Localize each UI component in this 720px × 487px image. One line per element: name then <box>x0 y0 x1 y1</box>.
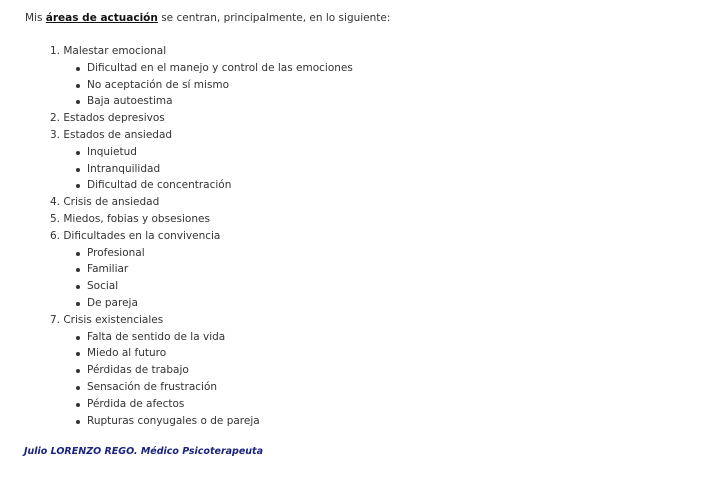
list-item-number: 6. <box>50 229 61 242</box>
sub-list-item: Inquietud <box>75 144 705 161</box>
list-item-label: Malestar emocional <box>63 45 167 57</box>
sub-list-item: Sensación de frustración <box>75 379 705 396</box>
sub-list-item: Social <box>75 278 705 295</box>
list-item-label: Dificultades en la convivencia <box>63 229 221 242</box>
list-item-number: 2. <box>50 112 61 125</box>
list-item <box>50 228 705 312</box>
sub-list-item: Falta de sentido de la vida <box>75 329 705 346</box>
sub-list-item: Dificultad en el manejo y control de las emociones <box>75 60 705 77</box>
sub-list <box>50 144 705 194</box>
list-item <box>50 194 705 211</box>
areas-list <box>25 43 705 429</box>
intro-text-after: se centran, principalmente, en lo siguiente: <box>157 12 391 24</box>
list-item <box>50 110 705 127</box>
sub-list-item: Pérdidas de trabajo <box>75 362 705 379</box>
sub-list-item: Baja autoestima <box>75 93 705 110</box>
sub-list-item: Miedo al futuro <box>75 345 705 362</box>
sub-list <box>50 245 705 312</box>
list-item-number: 5. <box>50 212 61 225</box>
list-item-label: Crisis de ansiedad <box>63 196 160 209</box>
sub-list-item: Familiar <box>75 261 705 278</box>
sub-list-item: Profesional <box>75 245 705 262</box>
list-item-number: 4. <box>50 196 61 209</box>
sub-list <box>50 329 705 430</box>
list-item-label: Estados depresivos <box>63 112 165 125</box>
list-item <box>50 127 705 194</box>
list-item-label: Miedos, fobias y obsesiones <box>63 212 210 225</box>
sub-list-item: Dificultad de concentración <box>75 177 705 194</box>
list-item <box>50 43 705 110</box>
list-item-label: Estados de ansiedad <box>63 128 173 141</box>
sub-list <box>50 60 705 110</box>
sub-list-item: No aceptación de sí mismo <box>75 77 705 94</box>
intro-paragraph <box>25 10 705 26</box>
sub-list-item: Intranquilidad <box>75 161 705 178</box>
author-signature: Julio LORENZO REGO. Médico Psicoterapeuta <box>24 446 263 457</box>
list-item <box>50 312 705 430</box>
list-item <box>50 211 705 228</box>
list-item-number: 3. <box>50 128 61 141</box>
list-item-label: Crisis existenciales <box>63 313 164 326</box>
article-content <box>25 10 705 429</box>
list-item-number: 7. <box>50 313 61 326</box>
list-item-number: 1. <box>50 45 61 57</box>
sub-list-item: Rupturas conyugales o de pareja <box>75 413 705 430</box>
intro-text-before: Mis <box>25 12 46 24</box>
areas-link[interactable]: áreas de actuación <box>45 12 158 24</box>
sub-list-item: De pareja <box>75 295 705 312</box>
sub-list-item: Pérdida de afectos <box>75 396 705 413</box>
